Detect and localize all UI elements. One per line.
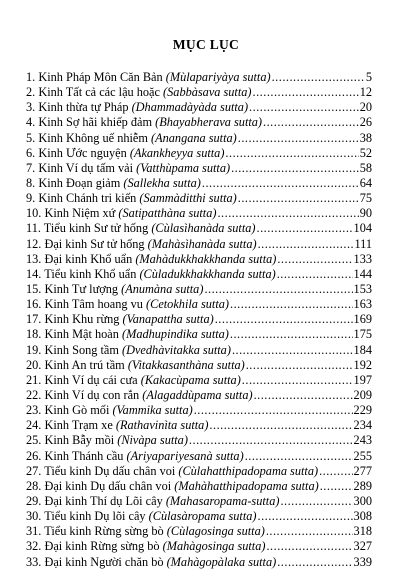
toc-entry-number: 22. [26,387,42,402]
dot-leader [277,267,353,282]
toc-entry [26,479,372,494]
toc-entry-page-number: 12 [359,85,372,100]
dot-leader [263,115,359,130]
toc-entry-number: 18. [26,327,42,342]
toc-entry-number: 25. [26,433,42,448]
toc-entry-number: 1. [26,70,36,84]
dot-leader [266,539,352,554]
toc-entry-pali-title: (Sallekha sutta) [123,175,201,190]
toc-entry [26,100,372,115]
dot-leader [253,85,359,100]
dot-leader [215,312,353,327]
toc-entry-title: Kinh An trú tầm [44,357,125,372]
toc-entry-page-number: 289 [353,478,372,493]
toc-entry-label [26,509,257,524]
toc-entry-number: 19. [26,342,42,357]
toc-entry-number: 21. [26,372,42,387]
toc-entry-label [26,176,201,191]
toc-entry-page-number: 197 [353,372,372,387]
dot-leader [245,449,353,464]
toc-entry-pali-title: (Nivàpa sutta) [117,433,188,448]
toc-entry-label [26,479,319,494]
toc-entry [26,206,372,221]
toc-entry-label [26,358,245,373]
toc-entry-number: 32. [26,539,42,554]
toc-entry-label [26,221,256,236]
toc-entry-number: 33. [26,554,42,569]
toc-entry [26,191,372,206]
toc-entry-title: Kinh thừa tự Pháp [38,100,129,115]
toc-entry [26,555,372,570]
dot-leader [257,221,353,236]
toc-entry-label [26,403,193,418]
dot-leader [189,433,353,448]
toc-entry [26,388,372,403]
dot-leader [242,373,353,388]
toc-entry-pali-title: (Alagaddùpama sutta) [142,387,253,402]
toc-entry [26,509,372,524]
toc-entry-label [26,327,229,342]
toc-entry-number: 29. [26,493,42,508]
toc-entry [26,403,372,418]
toc-entry [26,131,372,146]
toc-entry-label [26,237,257,252]
toc-entry-label [26,418,208,433]
toc-entry [26,267,372,282]
toc-entry-number: 5. [26,130,36,145]
toc-entry-pali-title: (Mahàhatthipadopama sutta) [174,478,319,493]
toc-entry-title: Kinh Ví dụ cái cưa [44,372,138,387]
toc-entry-number: 16. [26,297,42,312]
toc-entry-page-number: 20 [359,100,372,115]
toc-entry-label [26,206,216,221]
toc-entry-title: Kinh Không uế nhiễm [38,130,148,145]
toc-entry-number: 23. [26,403,42,418]
toc-entry-pali-title: (Vitakkasanthàna sutta) [127,357,245,372]
toc-entry-number: 15. [26,281,42,296]
toc-entry-label [26,494,279,509]
toc-entry-pali-title: (Kakacùpama sutta) [140,372,241,387]
toc-entry-page-number: 209 [353,387,372,402]
toc-entry-pali-title: (Vammika sutta) [112,403,193,418]
toc-entry-label [26,85,252,100]
toc-entry-number: 2. [26,85,36,100]
toc-entry-page-number: 169 [353,312,372,327]
toc-entry [26,115,372,130]
toc-entry-label [26,449,244,464]
dot-leader [209,418,352,433]
dot-leader [277,555,352,570]
toc-entry [26,373,372,388]
toc-entry [26,524,372,539]
toc-entry-page-number: 38 [359,130,372,145]
toc-entry-page-number: 75 [359,191,372,206]
dot-leader [194,403,353,418]
toc-entry [26,85,372,100]
table-of-contents [26,70,372,570]
toc-entry [26,146,372,161]
toc-entry-title: Kinh Bẫy mồi [44,433,115,448]
toc-entry-label [26,433,188,448]
toc-entry-page-number: 5 [365,70,372,84]
toc-entry-number: 20. [26,357,42,372]
toc-entry-title: Đại kinh Dụ dấu chân voi [44,478,172,493]
toc-entry-title: Tiểu kinh Rừng sừng bò [44,524,164,539]
toc-entry-title: Kinh Chánh tri kiến [38,191,137,206]
toc-entry-label [26,131,237,146]
toc-entry-page-number: 308 [353,509,372,524]
toc-entry-number: 17. [26,312,42,327]
toc-entry [26,418,372,433]
toc-entry-pali-title: (Ariyapariyesanà sutta) [126,448,244,463]
toc-entry-title: Kinh Trạm xe [44,418,113,433]
toc-entry [26,237,372,252]
toc-entry-page-number: 90 [359,206,372,221]
dot-leader [230,327,353,342]
toc-entry-number: 6. [26,145,36,160]
toc-entry-label [26,555,276,570]
dot-leader [230,297,353,312]
page-title: MỤC LỤC [172,37,240,52]
toc-entry-number: 24. [26,418,42,433]
toc-entry-label [26,464,318,479]
toc-entry [26,494,372,509]
toc-entry-pali-title: (Cùlahatthipadopama sutta) [178,463,319,478]
toc-entry-pali-title: (Cùlasìhanàda sutta) [151,221,256,236]
toc-entry-number: 13. [26,251,42,266]
toc-entry [26,221,372,236]
toc-entry-page-number: 229 [353,403,372,418]
dot-leader [204,282,352,297]
dot-leader [254,388,353,403]
toc-entry-number: 4. [26,115,36,130]
toc-entry-label [26,70,271,85]
toc-entry-label [26,282,203,297]
toc-entry-number: 7. [26,160,36,175]
toc-entry-label [26,191,237,206]
toc-entry-title: Kinh Niệm xứ [44,206,116,221]
toc-entry-label [26,267,276,282]
toc-entry [26,449,372,464]
dot-leader [258,509,353,524]
toc-entry-page-number: 277 [353,463,372,478]
toc-entry-title: Kinh Ví dụ con rắn [44,387,140,402]
toc-entry-pali-title: (Dhammadàyàda sutta) [131,100,249,115]
toc-entry-page-number: 318 [353,524,372,539]
toc-entry-title: Đại kinh Rừng sừng bò [44,539,160,554]
toc-entry-page-number: 153 [353,281,372,296]
toc-entry-number: 11. [26,221,41,236]
dot-leader [225,146,358,161]
dot-leader [217,206,358,221]
toc-entry-pali-title: (Cùlagosinga sutta) [166,524,265,539]
toc-entry-page-number: 58 [359,160,372,175]
toc-entry-label [26,312,214,327]
toc-entry-title: Tiểu kinh Dụ dấu chân voi [44,463,176,478]
toc-entry [26,282,372,297]
toc-entry-title: Kinh Tâm hoang vu [44,297,143,312]
toc-entry-number: 30. [26,509,42,524]
toc-entry-pali-title: (Mahàdukkhakkhanda sutta) [135,251,277,266]
toc-entry-page-number: 339 [353,554,372,569]
dot-leader [202,176,359,191]
toc-entry [26,539,372,554]
toc-entry [26,297,372,312]
toc-entry-page-number: 234 [353,418,372,433]
toc-entry-pali-title: (Mahàgosinga sutta) [162,539,266,554]
toc-entry-pali-title: (Mahasaropama-sutta) [165,493,280,508]
toc-entry-pali-title: (Cetokhila sutta) [146,297,230,312]
toc-entry-title: Kinh Khu rừng [44,312,120,327]
dot-leader [232,343,353,358]
dot-leader [272,70,365,85]
dot-leader [280,494,352,509]
toc-entry-page-number: 243 [353,433,372,448]
toc-entry-page-number: 26 [359,115,372,130]
toc-entry-title: Kinh Song tầm [44,342,119,357]
toc-entry-page-number: 163 [353,297,372,312]
toc-entry-label [26,539,265,554]
toc-entry-pali-title: (Vanapattha sutta) [122,312,214,327]
dot-leader [277,252,352,267]
toc-entry [26,70,372,85]
toc-entry-number: 27. [26,463,42,478]
dot-leader [320,479,353,494]
toc-entry-number: 28. [26,478,42,493]
toc-entry-pali-title: (Anangana sutta) [151,130,237,145]
toc-entry-title: Đại kinh Khổ uẩn [44,251,133,266]
toc-entry-pali-title: (Cùladukkhakkhanda sutta) [139,266,276,281]
toc-entry-title: Kinh Đoạn giảm [38,175,121,190]
toc-entry-title: Kinh Mật hoàn [44,327,119,342]
toc-entry-page-number: 175 [353,327,372,342]
toc-entry [26,358,372,373]
toc-entry-pali-title: (Vatthùpama sutta) [136,160,231,175]
toc-entry [26,343,372,358]
toc-entry-number: 14. [26,266,42,281]
toc-entry-title: Kinh Tất cả các lậu hoặc [38,85,160,100]
toc-entry-title: Kinh Ước nguyện [38,145,127,160]
toc-entry-page-number: 104 [353,221,372,236]
toc-entry-label [26,146,224,161]
toc-entry-label [26,115,262,130]
toc-entry-page-number: 255 [353,448,372,463]
toc-entry [26,327,372,342]
toc-entry-pali-title: (Sammàditthi sutta) [139,191,237,206]
toc-entry-number: 3. [26,100,36,115]
toc-entry [26,252,372,267]
toc-entry-number: 9. [26,191,36,206]
toc-entry-title: Kinh Ví dụ tấm vải [38,160,134,175]
toc-entry-pali-title: (Mùlapariyàya sutta) [165,70,271,84]
toc-entry-page-number: 52 [359,145,372,160]
toc-entry-number: 31. [26,524,42,539]
toc-entry-pali-title: (Mahàgopàlaka sutta) [166,554,277,569]
toc-entry-label [26,388,253,403]
dot-leader [258,237,354,252]
toc-entry-title: Kinh Tư lượng [44,281,119,296]
toc-entry-pali-title: (Cùlasàropama sutta) [148,509,257,524]
toc-entry-title: Tiểu kinh Khổ uẩn [44,266,137,281]
toc-entry-pali-title: (Akankheyya sutta) [129,145,225,160]
toc-entry-label [26,373,241,388]
toc-entry-label [26,252,276,267]
toc-entry-label [26,100,248,115]
dot-leader [319,464,352,479]
toc-entry-pali-title: (Bhayabherava sutta) [155,115,263,130]
toc-entry-pali-title: (Sabbàsava sutta) [163,85,252,100]
toc-entry-page-number: 144 [353,266,372,281]
toc-entry-pali-title: (Rathavinìta sutta) [115,418,209,433]
toc-entry-page-number: 64 [359,175,372,190]
toc-entry-pali-title: (Dvedhàvitakka sutta) [122,342,231,357]
toc-entry-title: Kinh Thánh cầu [44,448,124,463]
dot-leader [249,100,359,115]
toc-entry-title: Đại kinh Người chăn bò [44,554,164,569]
toc-entry-number: 26. [26,448,42,463]
toc-entry-title: Đại kinh Thí dụ Lõi cây [44,493,163,508]
toc-entry [26,464,372,479]
toc-entry-title: Kinh Sợ hãi khiếp đảm [38,115,153,130]
toc-entry-pali-title: (Madhupindika sutta) [122,327,229,342]
toc-entry-label [26,161,230,176]
toc-entry [26,176,372,191]
toc-entry-number: 10. [26,206,42,221]
toc-entry [26,161,372,176]
toc-entry-page-number: 192 [353,357,372,372]
toc-entry-pali-title: (Mahàsìhanàda sutta) [147,236,257,251]
toc-entry-page-number: 300 [353,493,372,508]
toc-entry-title: Kinh Pháp Môn Căn Bản [38,70,163,84]
toc-entry-title: Kinh Gò mối [44,403,110,418]
toc-entry-page-number: 111 [354,236,372,251]
toc-entry-label [26,343,231,358]
toc-entry [26,312,372,327]
dot-leader [238,131,359,146]
toc-entry-title: Tiểu kinh Dụ lõi cây [44,509,146,524]
toc-entry-page-number: 184 [353,342,372,357]
dot-leader [238,191,359,206]
dot-leader [246,358,353,373]
toc-entry-pali-title: (Anumàna sutta) [121,281,204,296]
toc-entry-page-number: 327 [353,539,372,554]
toc-entry-label [26,524,265,539]
toc-entry-page-number: 133 [353,251,372,266]
toc-entry-pali-title: (Satipatthàna sutta) [118,206,217,221]
dot-leader [266,524,353,539]
toc-entry-number: 12. [26,236,42,251]
toc-entry-label [26,297,229,312]
toc-entry-number: 8. [26,175,36,190]
toc-entry [26,433,372,448]
toc-entry-title: Đại kinh Sư tử hống [44,236,145,251]
toc-entry-title: Tiểu kinh Sư tử hống [43,221,149,236]
dot-leader [231,161,359,176]
